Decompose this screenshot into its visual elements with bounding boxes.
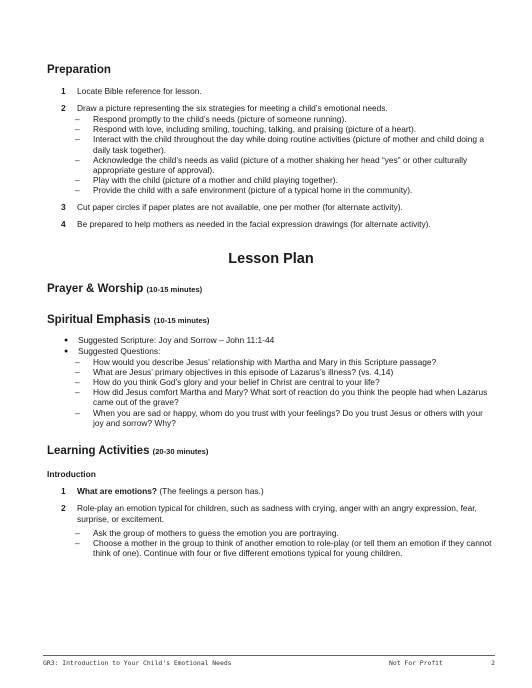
strategies-list [47,114,495,196]
strategy-item: – Acknowledge the child’s needs as valid (picture of a mother shaking her head “yes” or other culturally appropriate gesture of approval). [47,155,495,175]
question-item: – How did Jesus comfort Martha and Mary? What sort of reaction do you think the people had when Lazarus came out of the grave? [47,387,495,407]
strategy-item: – Interact with the child throughout the day while doing routine activities (picture of mother and child doing a daily task together). [47,134,495,154]
strategy-item: – Respond promptly to the child’s needs (picture of someone running). [47,114,495,124]
preparation-heading: Preparation [47,64,111,76]
bullet-icon: ● [64,336,69,344]
intro-item-rest: (The feelings a person has.) [157,486,264,497]
roleplay-text: Ask the group of mothers to guess the emotion you are portraying. [93,528,339,539]
prep-item-text: Cut paper circles if paper plates are not available, one per mother (for alternate activity). [77,201,403,212]
strategy-item: – Respond with love, including smiling, touching, talking, and praising (picture of a heart). [47,124,495,134]
prayer-worship-heading [47,282,495,297]
strategy-text: Respond promptly to the child’s needs (picture of someone running). [93,114,347,124]
lesson-plan-title: Lesson Plan [228,250,314,267]
prep-item-2 [47,103,495,114]
prep-item-text: Be prepared to help mothers as needed in the facial expression drawings (for alternate activity). [77,218,431,229]
introduction-heading: Introduction [47,469,96,480]
prep-item-number: 3 [61,201,66,212]
spiritual-emphasis-heading [47,313,495,328]
strategy-text: Interact with the child throughout the day while doing routine activities (picture of mother and child doing a daily task together). [93,134,485,155]
question-item: – What are Jesus’ primary objectives in this episode of Lazarus’s illness? (vs. 4,14) [47,367,495,377]
bullet-icon: ● [64,347,69,355]
question-item: – How would you describe Jesus’ relationship with Martha and Mary in this Scripture passage? [47,357,495,367]
roleplay-list [47,528,495,559]
roleplay-text: Choose a mother in the group to think of another emotion to role-play (or tell them an emotion if they cannot think of one). Continue with four or five different emotions typical for young children. [93,538,492,559]
questions-list [47,357,495,428]
question-text: When you are sad or happy, whom do you trust with your feelings? Do you trust Jesus or others with your joy and sorrow? Why? [93,407,483,428]
page-footer [43,655,495,667]
question-item: – How do you think God’s glory and your belief in Christ are central to your life? [47,377,495,387]
learning-heading-text: Learning Activities [47,445,150,458]
prep-item-1 [47,86,495,97]
roleplay-item: – Ask the group of mothers to guess the emotion you are portraying. [47,528,495,538]
question-text: What are Jesus’ primary objectives in this episode of Lazarus’s illness? (vs. 4,14) [93,366,394,377]
question-text: How do you think God’s glory and your belief in Christ are central to your life? [93,377,380,388]
intro-item-number: 1 [61,486,66,497]
page-number: 2 [491,659,495,667]
learning-time: (20-30 minutes) [152,447,209,457]
footer-title: GR3: Introduction to Your Child’s Emotional Needs [43,659,232,667]
prayer-heading-text: Prayer & Worship [47,282,144,295]
roleplay-item: – Choose a mother in the group to think of another emotion to role-play (or tell them an emotion if they cannot think of one). Continue with four or five different emotions typical for young children. [47,538,495,558]
prep-item-number: 4 [61,218,66,229]
intro-item-number: 2 [61,503,66,514]
question-item: – When you are sad or happy, whom do you trust with your feelings? Do you trust Jesus or others with your joy and sorrow? Why? [47,408,495,428]
page-content [47,63,495,559]
learning-activities-heading [47,444,495,459]
strategy-item: – Provide the child with a safe environment (picture of a typical home in the community). [47,185,495,195]
prep-item-text: Locate Bible reference for lesson. [77,86,202,96]
prep-item-number: 2 [61,103,66,113]
spiritual-heading-text: Spiritual Emphasis [47,313,151,326]
questions-label: Suggested Questions: [78,345,161,356]
question-text: How would you describe Jesus’ relationship with Martha and Mary in this Scripture passage? [93,356,437,367]
question-text: How did Jesus comfort Martha and Mary? What sort of reaction do you think the people had when Lazarus came out of the grave? [93,387,488,408]
intro-item-text: Role-play an emotion typical for children, such as sadness with crying, anger with an angry expression, fear, surprise, or excitement. [77,503,477,525]
strategy-text: Acknowledge the child’s needs as valid (picture of a mother shaking her head “yes” or other culturally appropriate gesture of approval). [93,154,468,176]
spiritual-time: (10-15 minutes) [153,315,210,325]
prep-item-3 [47,202,495,213]
scripture-text: Suggested Scripture: Joy and Sorrow – John 11:1-44 [78,334,275,345]
prayer-time: (10-15 minutes) [146,284,203,294]
strategy-text: Respond with love, including smiling, touching, talking, and praising (picture of a heart). [93,124,417,135]
strategy-item: – Play with the child (picture of a mother and child playing together). [47,175,495,185]
intro-item-1 [47,486,495,497]
questions-bullet [47,346,495,357]
intro-item-text [77,486,495,497]
intro-item-bold: What are emotions? [77,486,158,497]
prep-item-text: Draw a picture representing the six strategies for meeting a child’s emotional needs. [77,103,388,113]
scripture-bullet [47,335,495,346]
prep-item-4 [47,219,495,230]
prep-item-number: 1 [61,86,66,96]
strategy-text: Play with the child (picture of a mother and child playing together). [93,175,338,186]
footer-notice: Not For Profit [389,659,443,667]
strategy-text: Provide the child with a safe environment (picture of a typical home in the community). [93,185,413,196]
intro-item-2 [47,503,495,525]
